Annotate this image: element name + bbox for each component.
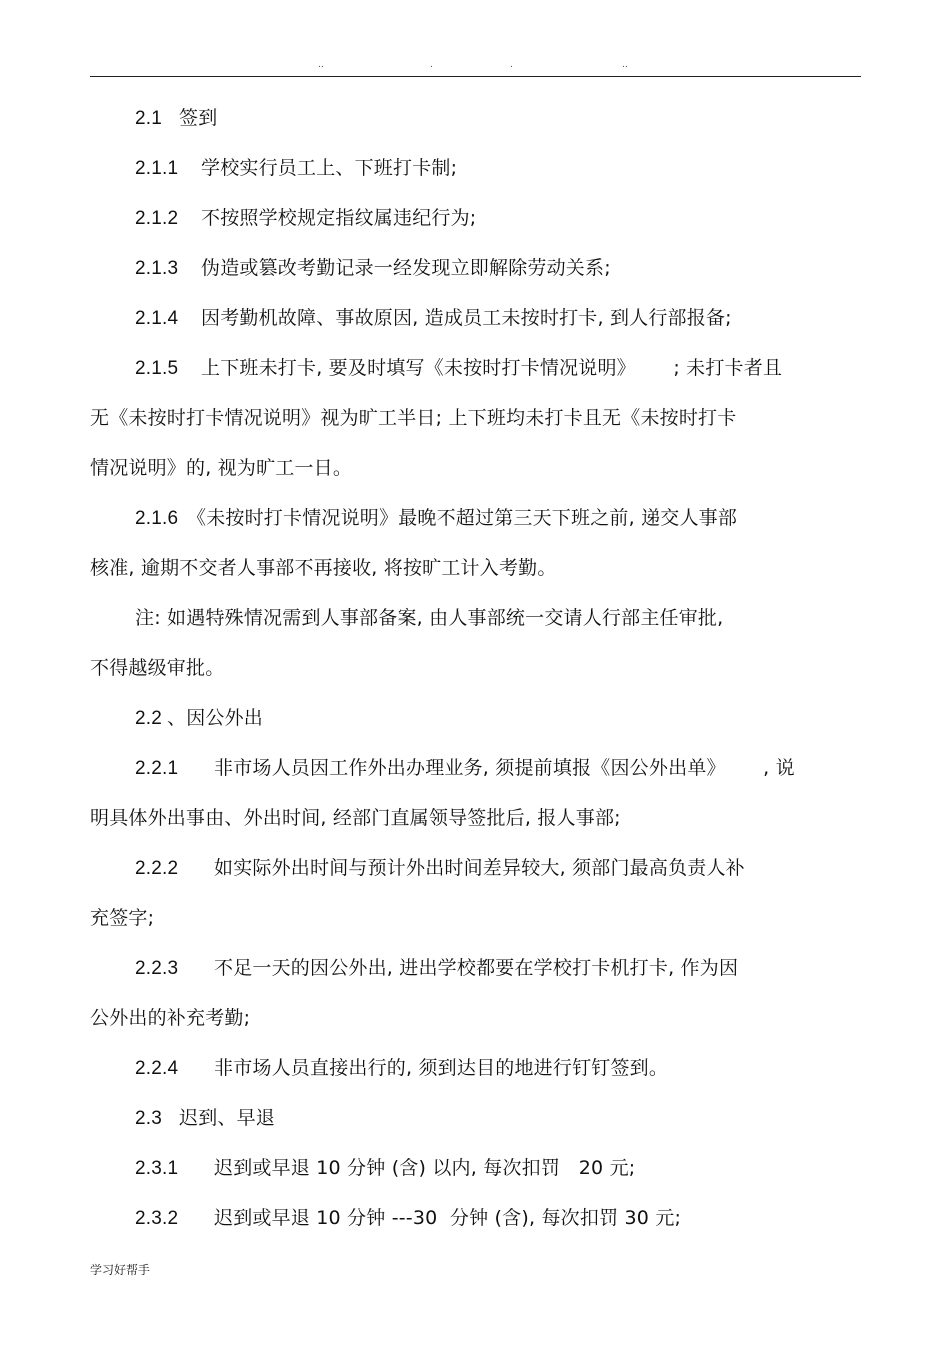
- section-number: 2.2: [135, 708, 163, 729]
- line-text: 因考勤机故障、事故原因, 造成员工未按时打卡, 到人行部报备;: [201, 307, 732, 329]
- line-text: 公外出的补充考勤;: [90, 1007, 251, 1029]
- clause-number: 2.1.1: [135, 158, 179, 179]
- clause-line: [135, 206, 476, 231]
- clause-line: [135, 956, 738, 981]
- clause-number: 2.1.2: [135, 208, 179, 229]
- continuation-line: [90, 806, 621, 830]
- continuation-line: [90, 556, 557, 580]
- clause-number: 2.1.6: [135, 508, 179, 529]
- clause-number: 2.1.3: [135, 258, 179, 279]
- header-dot: .: [430, 60, 433, 70]
- line-text: 不按照学校规定指纹属违纪行为;: [201, 207, 477, 229]
- line-text: 非市场人员因工作外出办理业务, 须提前填报《因公外出单》 , 说: [214, 757, 795, 779]
- line-text: 情况说明》的, 视为旷工一日。: [90, 457, 353, 479]
- section-heading: [135, 1106, 275, 1131]
- line-text: 伪造或篡改考勤记录一经发现立即解除劳动关系;: [201, 257, 611, 279]
- header-dot: ..: [622, 60, 628, 70]
- clause-number: 2.1.4: [135, 308, 179, 329]
- clause-number: 2.2.4: [135, 1058, 179, 1079]
- clause-line: [135, 1056, 668, 1081]
- line-text: 学校实行员工上、下班打卡制;: [201, 157, 458, 179]
- clause-line: [135, 756, 795, 781]
- line-text: 迟到或早退 10 分钟 ---30 分钟 (含), 每次扣罚 30 元;: [214, 1207, 682, 1229]
- clause-number: 2.3.1: [135, 1158, 179, 1179]
- section-number: 2.1: [135, 108, 163, 129]
- note-line: [135, 606, 723, 630]
- header-dot: .: [510, 60, 513, 70]
- clause-line: [135, 256, 611, 281]
- line-text: 不得越级审批。: [90, 657, 225, 679]
- line-text: 充签字;: [90, 907, 155, 929]
- clause-line: [135, 356, 782, 381]
- clause-number: 2.3.2: [135, 1208, 179, 1229]
- continuation-line: [90, 1006, 250, 1030]
- line-text: 明具体外出事由、外出时间, 经部门直属领导签批后, 报人事部;: [90, 807, 621, 829]
- line-text: 签到: [179, 107, 218, 129]
- continuation-line: [90, 656, 224, 680]
- clause-line: [135, 506, 737, 531]
- line-text: 核准, 逾期不交者人事部不再接收, 将按旷工计入考勤。: [90, 557, 557, 579]
- clause-line: [135, 856, 745, 881]
- clause-number: 2.2.1: [135, 758, 179, 779]
- line-text: 迟到、早退: [179, 1107, 276, 1129]
- line-text: 不足一天的因公外出, 进出学校都要在学校打卡机打卡, 作为因: [214, 957, 739, 979]
- continuation-line: [90, 406, 736, 430]
- clause-number: 2.2.2: [135, 858, 179, 879]
- clause-line: [135, 306, 732, 331]
- line-text: 如实际外出时间与预计外出时间差异较大, 须部门最高负责人补: [214, 857, 745, 879]
- clause-line: [135, 1206, 681, 1231]
- header-dot: ..: [318, 60, 324, 70]
- line-text: 无《未按时打卡情况说明》视为旷工半日; 上下班均未打卡且无《未按时打卡: [90, 407, 737, 429]
- continuation-line: [90, 456, 352, 480]
- line-text: 非市场人员直接出行的, 须到达目的地进行钉钉签到。: [214, 1057, 669, 1079]
- header-divider: [90, 76, 861, 77]
- continuation-line: [90, 906, 154, 930]
- line-text: 《未按时打卡情况说明》最晚不超过第三天下班之前, 递交人事部: [187, 507, 738, 529]
- page-footer: 学习好帮手: [90, 1263, 151, 1277]
- clause-number: 2.1.5: [135, 358, 179, 379]
- page-header: [0, 60, 950, 74]
- clause-number: 2.2.3: [135, 958, 179, 979]
- clause-line: [135, 1156, 635, 1181]
- line-text: 注: 如遇特殊情况需到人事部备案, 由人事部统一交请人行部主任审批,: [135, 607, 724, 629]
- line-text: 迟到或早退 10 分钟 (含) 以内, 每次扣罚 20 元;: [214, 1157, 636, 1179]
- line-text: 上下班未打卡, 要及时填写《未按时打卡情况说明》 ; 未打卡者且: [201, 357, 783, 379]
- section-heading: [135, 706, 263, 731]
- section-number: 2.3: [135, 1108, 163, 1129]
- clause-line: [135, 156, 457, 181]
- line-text: 、因公外出: [167, 707, 264, 729]
- section-heading: [135, 106, 217, 131]
